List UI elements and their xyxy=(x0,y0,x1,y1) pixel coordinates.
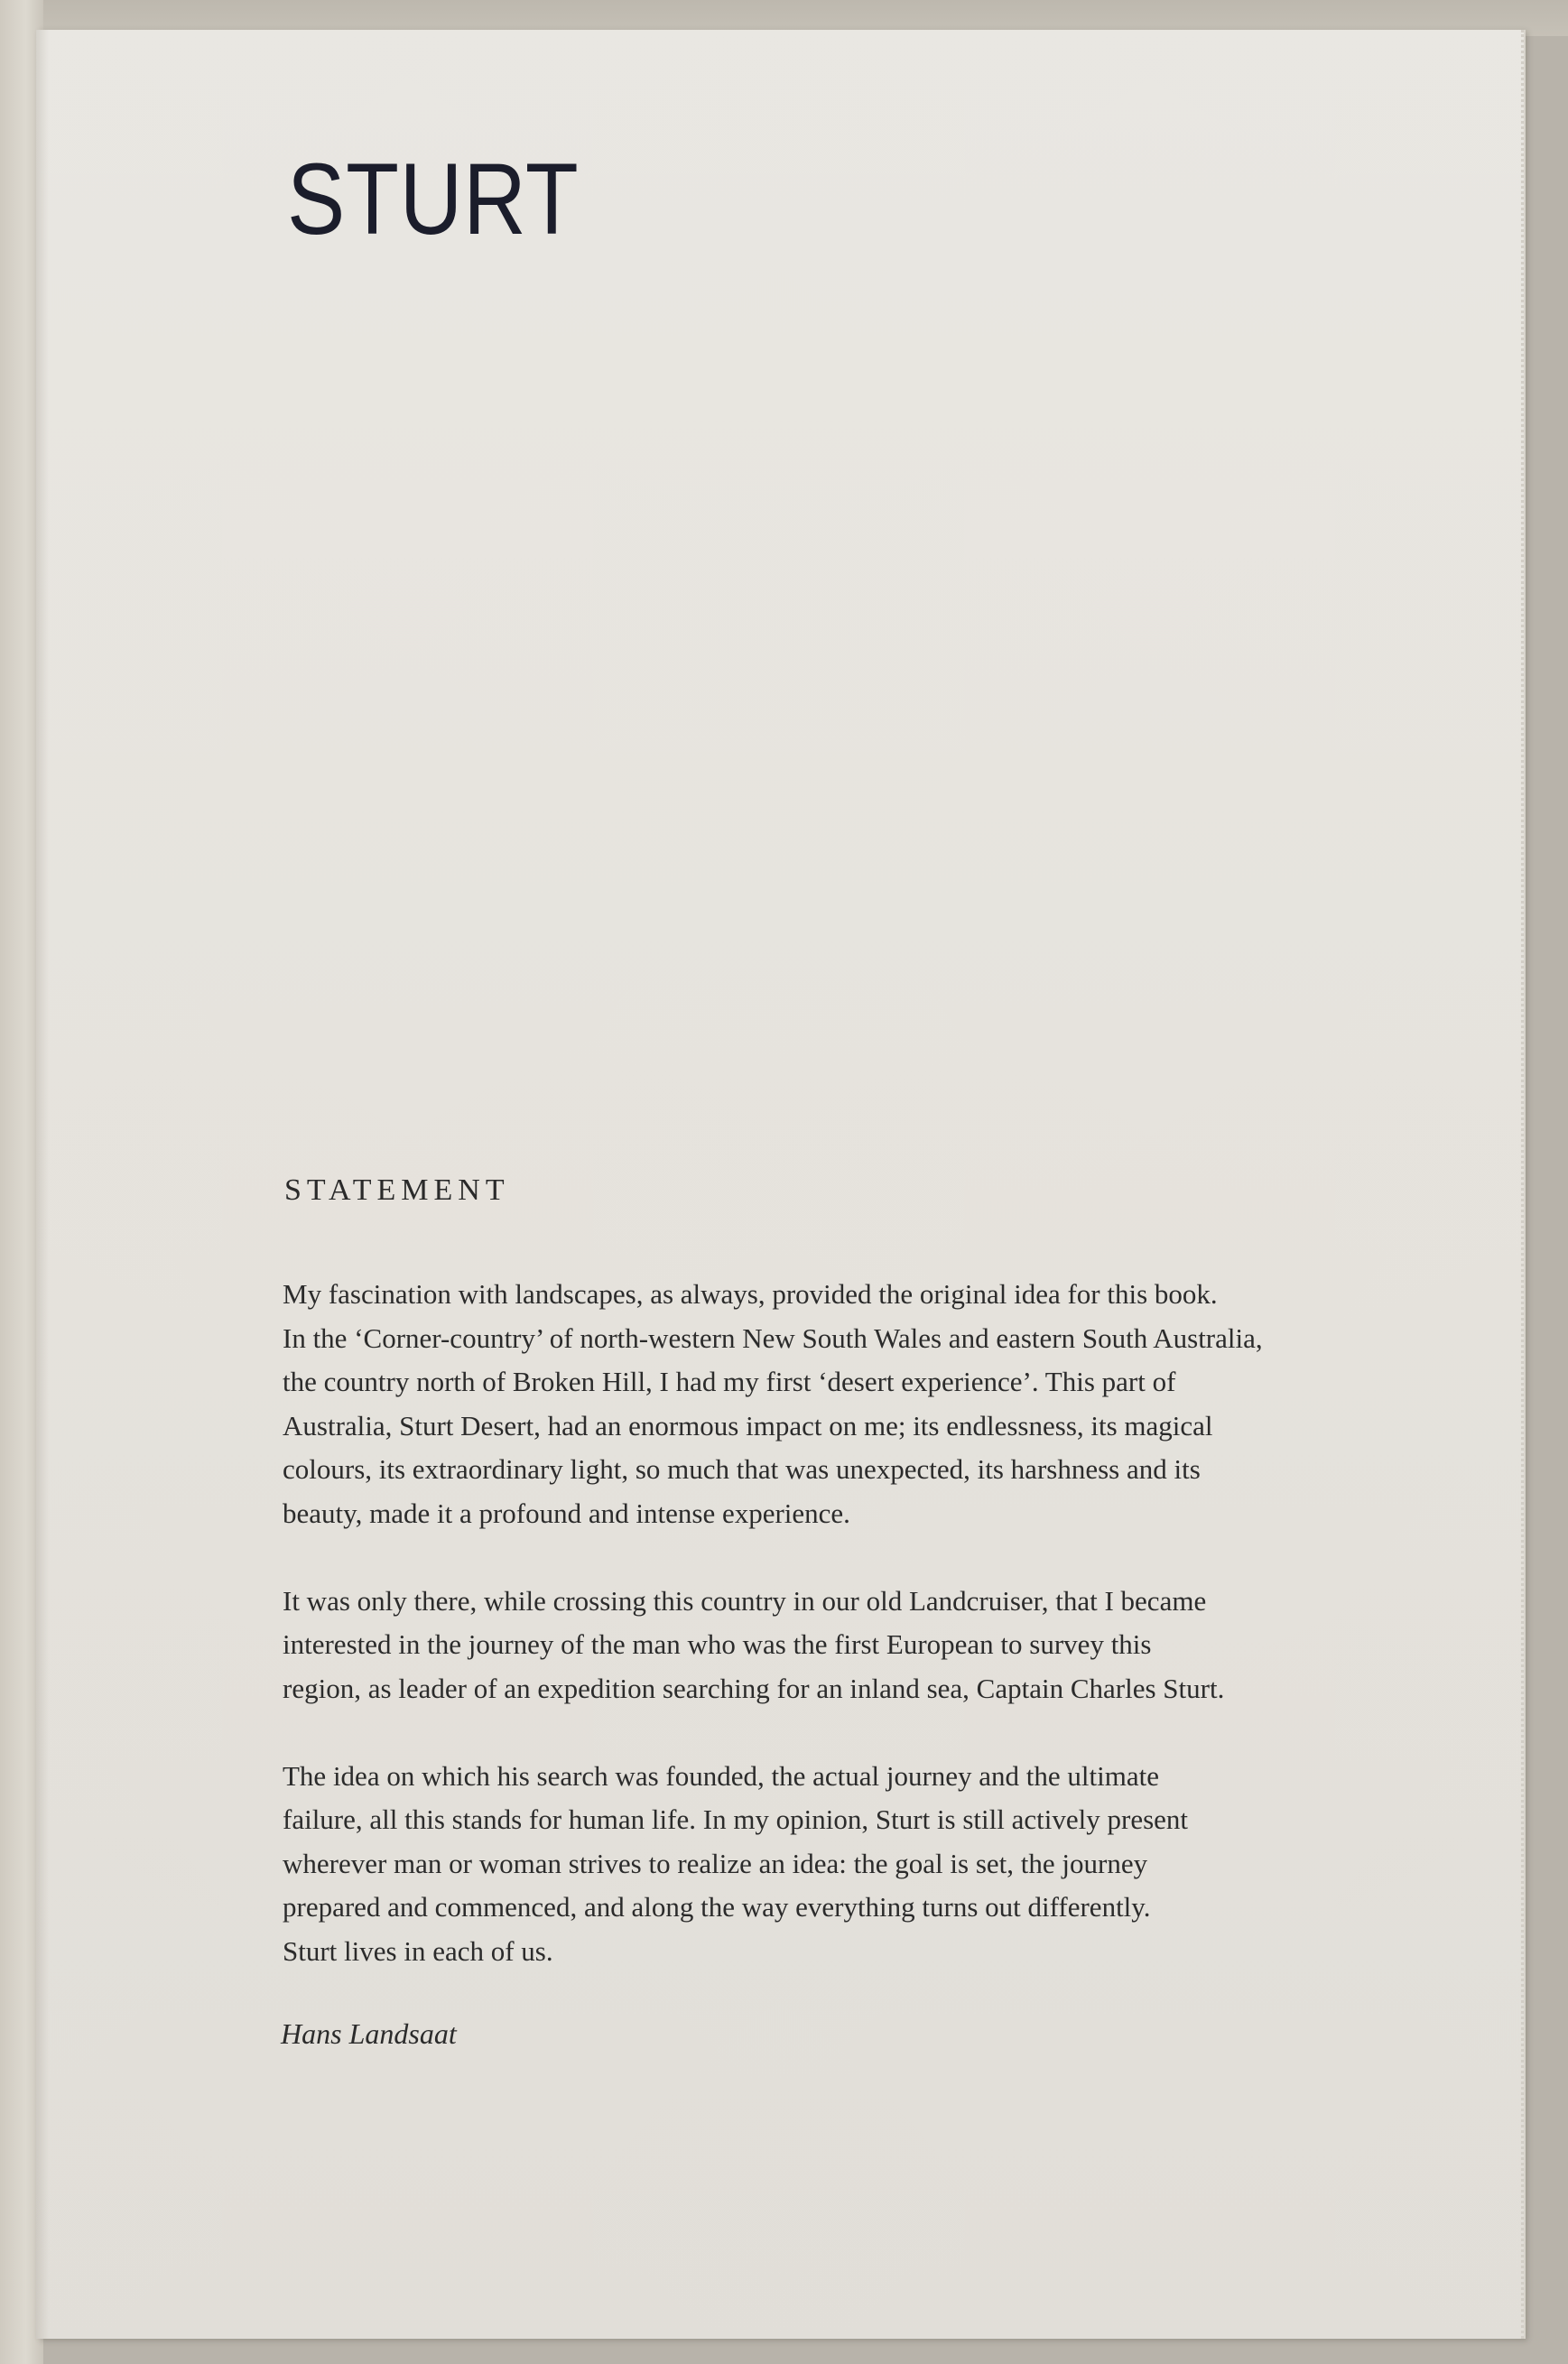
text-line: prepared and commenced, and along the way everything turns out differently. xyxy=(283,1891,1151,1923)
paragraph-2 xyxy=(283,1580,1366,1711)
text-line: region, as leader of an expedition searching for an inland sea, Captain Charles Sturt. xyxy=(283,1672,1225,1704)
text-line: Sturt lives in each of us. xyxy=(283,1934,553,1967)
text-line: failure, all this stands for human life. In my opinion, Sturt is still actively present xyxy=(283,1803,1189,1835)
text-line: The idea on which his search was founded, the actual journey and the ultimate xyxy=(283,1759,1160,1792)
text-line: wherever man or woman strives to realize an idea: the goal is set, the journey xyxy=(283,1847,1148,1879)
text-line: My fascination with landscapes, as always, provided the original idea for this book. xyxy=(283,1278,1218,1310)
text-line: colours, its extraordinary light, so much that was unexpected, its harshness and its xyxy=(283,1453,1201,1485)
paragraph-1 xyxy=(283,1273,1366,1535)
text-line: interested in the journey of the man who was the first European to survey this xyxy=(283,1628,1152,1660)
author-signature: Hans Landsaat xyxy=(281,2017,457,2050)
text-line: It was only there, while crossing this country in our old Landcruiser, that I became xyxy=(283,1584,1207,1617)
page-title: STURT xyxy=(287,143,580,255)
text-line: beauty, made it a profound and intense experience. xyxy=(283,1497,850,1529)
text-line: the country north of Broken Hill, I had my first ‘desert experience’. This part of xyxy=(283,1366,1176,1397)
paragraph-3 xyxy=(283,1755,1366,1974)
section-heading: STATEMENT xyxy=(284,1173,510,1207)
spine-shadow xyxy=(36,30,49,2339)
text-line: In the ‘Corner-country’ of north-western New South Wales and eastern South Australia, xyxy=(283,1321,1263,1354)
statement-body xyxy=(283,1273,1366,2017)
text-line: Australia, Sturt Desert, had an enormous impact on me; its endlessness, its magical xyxy=(283,1409,1213,1442)
